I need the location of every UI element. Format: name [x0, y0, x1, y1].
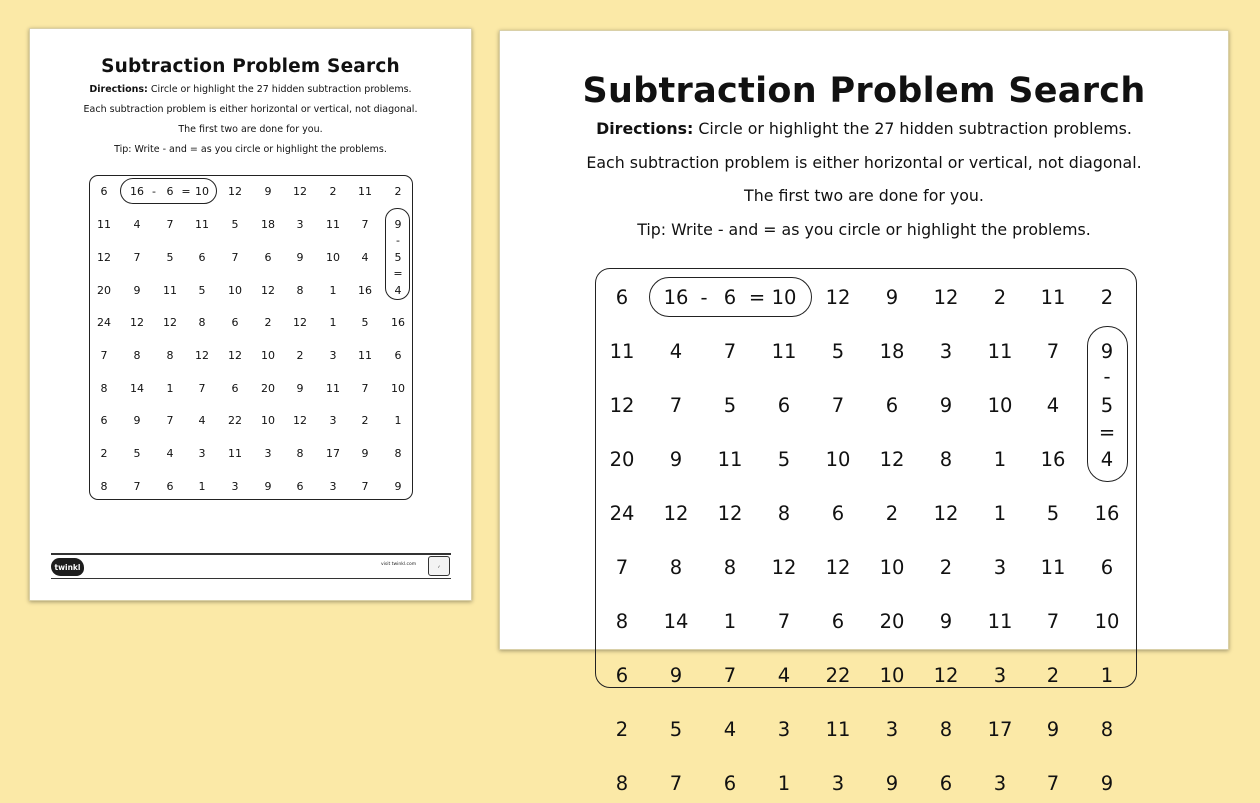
thumbnail-directions [30, 80, 471, 100]
thumbnail-grid-cell: 12 [163, 315, 177, 329]
thumbnail-grid-cell: 11 [163, 283, 177, 297]
directions-label: Directions: [596, 119, 694, 138]
grid-cell: 3 [831, 771, 845, 795]
thumbnail-grid-cell: 4 [394, 283, 402, 297]
thumbnail-grid-cell: 9 [296, 381, 304, 395]
grid-cell: 3 [993, 771, 1007, 795]
grid-cell: 12 [933, 663, 959, 687]
grid-cell: 17 [987, 717, 1013, 741]
thumbnail-grid-cell: 2 [329, 184, 337, 198]
thumbnail-grid-cell: 1 [198, 479, 206, 493]
thumbnail-grid-cell: 11 [195, 217, 209, 231]
worksheet-line-tip: Tip: Write - and = as you circle or highlight the problems. [637, 219, 1091, 239]
thumbnail-grid-cell: 7 [361, 217, 369, 231]
thumbnail-grid-cell: 11 [326, 217, 340, 231]
thumbnail-grid-cell: 2 [100, 446, 108, 460]
thumbnail-grid-cell: 3 [198, 446, 206, 460]
grid-cell: 5 [777, 447, 791, 471]
thumbnail-grid-cell: 10 [326, 250, 340, 264]
thumbnail-grid-cell: 3 [329, 348, 337, 362]
grid-cell: 7 [615, 555, 629, 579]
thumbnail-grid-cell: 14 [130, 381, 144, 395]
thumbnail-grid-cell: 11 [97, 217, 111, 231]
thumbnail-grid-cell: 7 [100, 348, 108, 362]
grid-cell: 3 [939, 339, 953, 363]
grid-cell: 5 [1100, 393, 1114, 417]
grid-cell: 8 [723, 555, 737, 579]
grid-cell: 2 [1046, 663, 1060, 687]
worksheet-thumbnail[interactable] [29, 28, 472, 601]
thumbnail-grid-cell: 9 [133, 413, 141, 427]
thumbnail-grid-cell: 20 [261, 381, 275, 395]
thumbnail-grid-cell: 16 [358, 283, 372, 297]
grid-cell: 10 [879, 555, 905, 579]
grid-cell: 4 [1046, 393, 1060, 417]
grid-cell: 3 [885, 717, 899, 741]
thumbnail-grid-cell: 10 [228, 283, 242, 297]
thumbnail-grid-cell: 8 [296, 446, 304, 460]
thumbnail-grid-cell: 3 [264, 446, 272, 460]
thumbnail-grid-cell: 1 [329, 315, 337, 329]
grid-cell: 8 [669, 555, 683, 579]
thumbnail-grid-cell: 4 [361, 250, 369, 264]
thumbnail-grid-cell: 8 [100, 479, 108, 493]
thumbnail-grid-cell: 6 [198, 250, 206, 264]
thumbnail-grid-cell: 6 [296, 479, 304, 493]
thumbnail-grid-cell: - [396, 233, 400, 247]
grid-cell: 11 [771, 339, 797, 363]
grid-cell: 11 [717, 447, 743, 471]
grid-cell: 5 [723, 393, 737, 417]
thumbnail-grid-cell: 8 [296, 283, 304, 297]
grid-cell: 18 [879, 339, 905, 363]
grid-cell: 10 [987, 393, 1013, 417]
thumbnail-grid-cell: 11 [228, 446, 242, 460]
thumbnail-grid-cell: 5 [133, 446, 141, 460]
grid-cell: 8 [615, 609, 629, 633]
thumbnail-grid-cell: 8 [198, 315, 206, 329]
grid-cell: 14 [663, 609, 689, 633]
thumbnail-grid-cell: 7 [133, 250, 141, 264]
thumbnail-grid-cell: 6 [166, 184, 174, 198]
grid-cell: 11 [987, 609, 1013, 633]
grid-cell: 3 [993, 663, 1007, 687]
grid-cell: 12 [717, 501, 743, 525]
thumbnail-grid-cell: 5 [394, 250, 402, 264]
thumbnail-grid-cell: 5 [231, 217, 239, 231]
grid-cell: 20 [609, 447, 635, 471]
grid-cell: 11 [1040, 555, 1066, 579]
grid-cell: 2 [1100, 285, 1114, 309]
thumbnail-grid-cell: 17 [326, 446, 340, 460]
thumbnail-grid-cell: 10 [261, 413, 275, 427]
grid-cell: 8 [939, 447, 953, 471]
grid-cell: 16 [663, 285, 689, 309]
grid-cell: 4 [723, 717, 737, 741]
grid-cell: 9 [939, 393, 953, 417]
grid-cell: 10 [771, 285, 797, 309]
grid-cell: 5 [669, 717, 683, 741]
grid-cell: 20 [879, 609, 905, 633]
grid-cell: 7 [669, 771, 683, 795]
thumbnail-grid-cell: 4 [133, 217, 141, 231]
thumbnail-grid-cell: 9 [361, 446, 369, 460]
thumbnail-grid-cell: 3 [296, 217, 304, 231]
grid-cell: 4 [669, 339, 683, 363]
thumbnail-grid-cell: 9 [264, 479, 272, 493]
grid-cell: 7 [723, 339, 737, 363]
footer-badge-icon: ✓ [428, 556, 450, 576]
grid-cell: 1 [723, 609, 737, 633]
grid-cell: 12 [663, 501, 689, 525]
thumbnail-grid-cell: 1 [329, 283, 337, 297]
grid-cell: 4 [1100, 447, 1114, 471]
thumbnail-line-orientation: Each subtraction problem is either horizontal or vertical, not diagonal. [83, 104, 418, 115]
grid-cell: 6 [939, 771, 953, 795]
thumbnail-grid-cell: 2 [361, 413, 369, 427]
grid-cell: 5 [831, 339, 845, 363]
grid-cell: 8 [939, 717, 953, 741]
thumbnail-grid-cell: 9 [394, 217, 402, 231]
thumbnail-grid-cell: 2 [296, 348, 304, 362]
grid-cell: 11 [1040, 285, 1066, 309]
grid-cell: 8 [615, 771, 629, 795]
thumbnail-grid-cell: 2 [394, 184, 402, 198]
grid-cell: 12 [825, 555, 851, 579]
thumbnail-grid-cell: 11 [358, 348, 372, 362]
grid-cell: 9 [1100, 771, 1114, 795]
grid-cell: 11 [609, 339, 635, 363]
thumbnail-grid-cell: 5 [361, 315, 369, 329]
thumbnail-grid-cell: 1 [166, 381, 174, 395]
worksheet-title: Subtraction Problem Search [582, 71, 1146, 111]
grid-cell: 1 [1100, 663, 1114, 687]
thumbnail-grid-cell: 7 [133, 479, 141, 493]
thumbnail-grid-cell: 8 [100, 381, 108, 395]
grid-cell: 7 [1046, 771, 1060, 795]
footer-url: visit twinkl.com [381, 562, 417, 567]
thumbnail-grid-cell: 6 [166, 479, 174, 493]
thumbnail-grid-cell: = [393, 266, 403, 280]
grid-cell: = [748, 285, 766, 309]
grid-cell: 16 [1094, 501, 1120, 525]
grid-cell: - [1103, 364, 1111, 388]
thumbnail-directions-text: Circle or highlight the 27 hidden subtraction problems. [147, 84, 412, 95]
thumbnail-grid-cell: 7 [198, 381, 206, 395]
worksheet-preview [499, 30, 1229, 795]
thumbnail-grid-cell: = [181, 184, 191, 198]
thumbnail-grid-cell: 3 [329, 479, 337, 493]
thumbnail-grid-cell: 12 [261, 283, 275, 297]
thumbnail-grid-cell: 5 [198, 283, 206, 297]
grid-cell: 12 [825, 285, 851, 309]
grid-cell: 8 [1100, 717, 1114, 741]
worksheet-line-orientation: Each subtraction problem is either horizontal or vertical, not diagonal. [586, 152, 1142, 172]
grid-cell: 6 [1100, 555, 1114, 579]
grid-cell: 11 [987, 339, 1013, 363]
thumbnail-grid-cell: 3 [329, 413, 337, 427]
grid-cell: 8 [777, 501, 791, 525]
grid-cell: 16 [1040, 447, 1066, 471]
grid-cell: 11 [825, 717, 851, 741]
grid-cell: 5 [1046, 501, 1060, 525]
grid-cell: 6 [885, 393, 899, 417]
worksheet-line-examples: The first two are done for you. [744, 186, 984, 205]
thumbnail-grid-cell: 12 [293, 315, 307, 329]
grid-cell: 2 [615, 717, 629, 741]
thumbnail-grid-cell: 8 [166, 348, 174, 362]
thumbnail-grid-cell: 6 [264, 250, 272, 264]
grid-cell: 12 [933, 285, 959, 309]
grid-cell: 6 [723, 771, 737, 795]
grid-cell: 6 [831, 609, 845, 633]
grid-cell: 6 [615, 285, 629, 309]
thumbnail-grid-cell: 10 [391, 381, 405, 395]
thumbnail-grid-cell: 12 [97, 250, 111, 264]
worksheet-directions [500, 112, 1228, 146]
thumbnail-footer-rule-lower [51, 578, 451, 579]
grid-cell: 4 [777, 663, 791, 687]
thumbnail-grid-cell: 12 [228, 348, 242, 362]
thumbnail-grid-cell: 18 [261, 217, 275, 231]
grid-cell: 12 [771, 555, 797, 579]
grid-cell: 12 [933, 501, 959, 525]
thumbnail-grid-cell: 6 [231, 381, 239, 395]
grid-cell: 10 [879, 663, 905, 687]
thumbnail-grid-cell: 7 [166, 217, 174, 231]
thumbnail-grid-cell: 24 [97, 315, 111, 329]
grid-cell: 1 [777, 771, 791, 795]
grid-cell: 24 [609, 501, 635, 525]
grid-cell: 2 [993, 285, 1007, 309]
thumbnail-line-examples: The first two are done for you. [178, 124, 323, 135]
thumbnail-grid-cell: 4 [166, 446, 174, 460]
grid-cell: 12 [879, 447, 905, 471]
grid-cell: 7 [1046, 339, 1060, 363]
grid-cell: 2 [939, 555, 953, 579]
thumbnail-grid-cell: 3 [231, 479, 239, 493]
grid-cell: 22 [825, 663, 851, 687]
thumbnail-grid-cell: 11 [358, 184, 372, 198]
grid-cell: 9 [885, 771, 899, 795]
grid-cell: 7 [777, 609, 791, 633]
grid-cell: 7 [669, 393, 683, 417]
directions-text: Circle or highlight the 27 hidden subtraction problems. [693, 119, 1132, 138]
thumbnail-grid-cell: 7 [361, 381, 369, 395]
thumbnail-grid-cell: 7 [361, 479, 369, 493]
grid-cell: 12 [609, 393, 635, 417]
grid-cell: 9 [1046, 717, 1060, 741]
grid-cell: 7 [723, 663, 737, 687]
thumbnail-grid-cell: - [152, 184, 156, 198]
thumbnail-grid-cell: 12 [228, 184, 242, 198]
thumbnail-grid-cell: 16 [391, 315, 405, 329]
grid-cell: 7 [1046, 609, 1060, 633]
thumbnail-grid-cell: 20 [97, 283, 111, 297]
grid-cell: 6 [777, 393, 791, 417]
thumbnail-grid-cell: 4 [198, 413, 206, 427]
thumbnail-grid-cell: 6 [100, 184, 108, 198]
grid-cell: 6 [831, 501, 845, 525]
thumbnail-grid-cell: 12 [130, 315, 144, 329]
thumbnail-grid-cell: 12 [293, 413, 307, 427]
thumbnail-grid-cell: 8 [394, 446, 402, 460]
thumbnail-grid-cell: 6 [394, 348, 402, 362]
thumbnail-grid-cell: 10 [261, 348, 275, 362]
grid-cell: 10 [825, 447, 851, 471]
thumbnail-grid-cell: 9 [133, 283, 141, 297]
thumbnail-grid-cell: 6 [100, 413, 108, 427]
thumbnail-grid-cell: 12 [195, 348, 209, 362]
grid-cell: = [1098, 420, 1116, 444]
grid-cell: 9 [1100, 339, 1114, 363]
thumbnail-title: Subtraction Problem Search [101, 56, 400, 77]
thumbnail-grid-cell: 8 [133, 348, 141, 362]
grid-cell: 7 [831, 393, 845, 417]
thumbnail-grid-cell: 12 [293, 184, 307, 198]
thumbnail-grid-cell: 1 [394, 413, 402, 427]
grid-cell: 3 [777, 717, 791, 741]
thumbnail-grid-cell: 10 [195, 184, 209, 198]
grid-cell: 9 [885, 285, 899, 309]
thumbnail-grid-cell: 9 [264, 184, 272, 198]
thumbnail-grid-cell: 6 [231, 315, 239, 329]
thumbnail-grid-cell: 2 [264, 315, 272, 329]
thumbnail-grid-cell: 9 [296, 250, 304, 264]
thumbnail-grid-cell: 5 [166, 250, 174, 264]
grid-cell: 10 [1094, 609, 1120, 633]
grid-cell: 9 [939, 609, 953, 633]
grid-cell: 3 [993, 555, 1007, 579]
grid-cell: 9 [669, 447, 683, 471]
grid-cell: 6 [723, 285, 737, 309]
grid-cell: 2 [885, 501, 899, 525]
thumbnail-grid-cell: 7 [231, 250, 239, 264]
thumbnail-directions-label: Directions: [89, 84, 148, 95]
twinkl-logo: twinkl [51, 558, 84, 576]
grid-cell: 6 [615, 663, 629, 687]
thumbnail-footer-rule [51, 553, 451, 555]
thumbnail-grid-cell: 16 [130, 184, 144, 198]
grid-cell: 1 [993, 447, 1007, 471]
grid-cell: 1 [993, 501, 1007, 525]
thumbnail-grid-cell: 11 [326, 381, 340, 395]
thumbnail-grid-cell: 22 [228, 413, 242, 427]
thumbnail-grid-cell: 9 [394, 479, 402, 493]
thumbnail-grid-cell: 7 [166, 413, 174, 427]
grid-cell: 9 [669, 663, 683, 687]
grid-cell: - [700, 285, 708, 309]
thumbnail-line-tip: Tip: Write - and = as you circle or highlight the problems. [114, 144, 387, 155]
